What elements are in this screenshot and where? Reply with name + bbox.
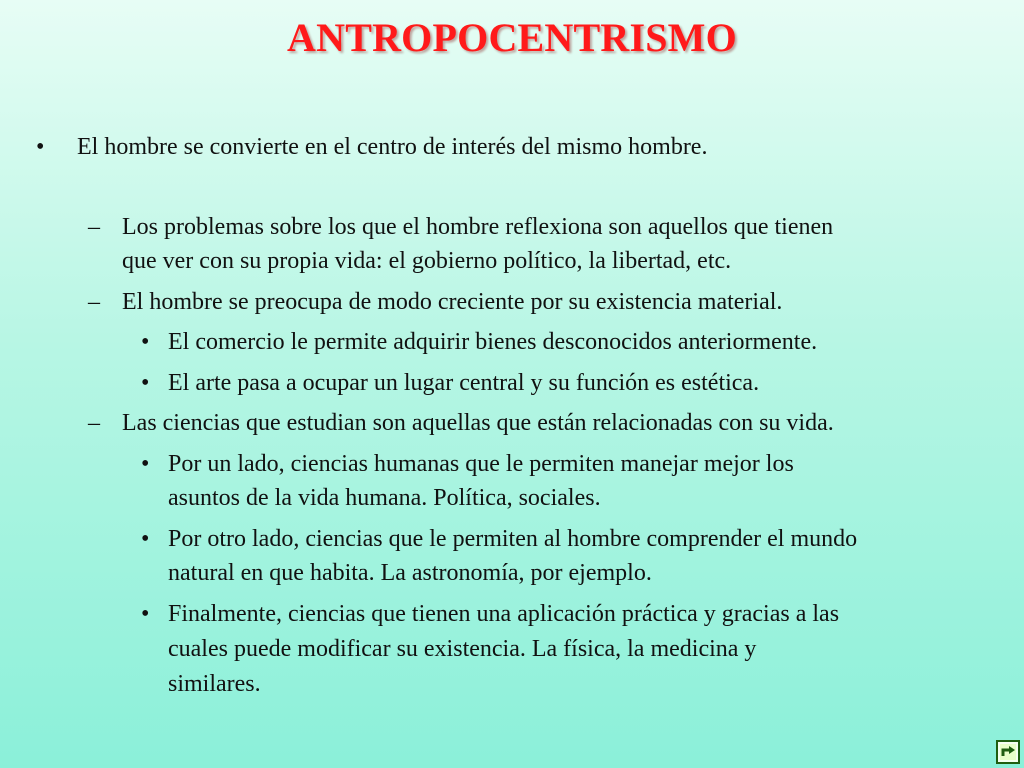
bullet-text: El hombre se convierte en el centro de interés del mismo hombre. xyxy=(77,134,708,160)
dash-text-line: Las ciencias que estudian son aquellas que están relacionadas con su vida. xyxy=(122,410,834,436)
subbullet-marker: • xyxy=(141,451,150,477)
subbullet-marker: • xyxy=(141,329,150,355)
subbullet-text-line: Por un lado, ciencias humanas que le permiten manejar mejor los xyxy=(168,451,794,477)
slide-title: ANTROPOCENTRISMO xyxy=(287,15,737,60)
dash-marker: – xyxy=(88,214,100,240)
dash-text-line: que ver con su propia vida: el gobierno político, la libertad, etc. xyxy=(122,248,732,274)
subbullet-text-line: El comercio le permite adquirir bienes desconocidos anteriormente. xyxy=(168,329,818,355)
subbullet-text-line: asuntos de la vida humana. Política, sociales. xyxy=(168,485,601,511)
dash-text-line: Los problemas sobre los que el hombre reflexiona son aquellos que tienen xyxy=(122,214,834,240)
dash-marker: – xyxy=(88,289,100,315)
subbullet-marker: • xyxy=(141,370,150,396)
subbullet-text-line: similares. xyxy=(168,671,261,697)
subbullet-text-line: cuales puede modificar su existencia. La física, la medicina y xyxy=(168,636,757,662)
subbullet-text-line: Por otro lado, ciencias que le permiten al hombre comprender el mundo xyxy=(168,526,858,552)
dash-text-line: El hombre se preocupa de modo creciente por su existencia material. xyxy=(122,289,783,315)
subbullet-marker: • xyxy=(141,601,150,627)
subbullet-marker: • xyxy=(141,526,150,552)
subbullet-text-line: Finalmente, ciencias que tienen una aplicación práctica y gracias a las xyxy=(168,601,840,627)
return-arrow-icon xyxy=(999,743,1017,761)
subbullet-text-line: natural en que habita. La astronomía, por ejemplo. xyxy=(168,560,652,586)
dash-marker: – xyxy=(88,410,100,436)
subbullet-text-line: El arte pasa a ocupar un lugar central y su función es estética. xyxy=(168,370,760,396)
bullet-marker: • xyxy=(36,134,45,160)
return-arrow-icon[interactable] xyxy=(996,740,1020,764)
